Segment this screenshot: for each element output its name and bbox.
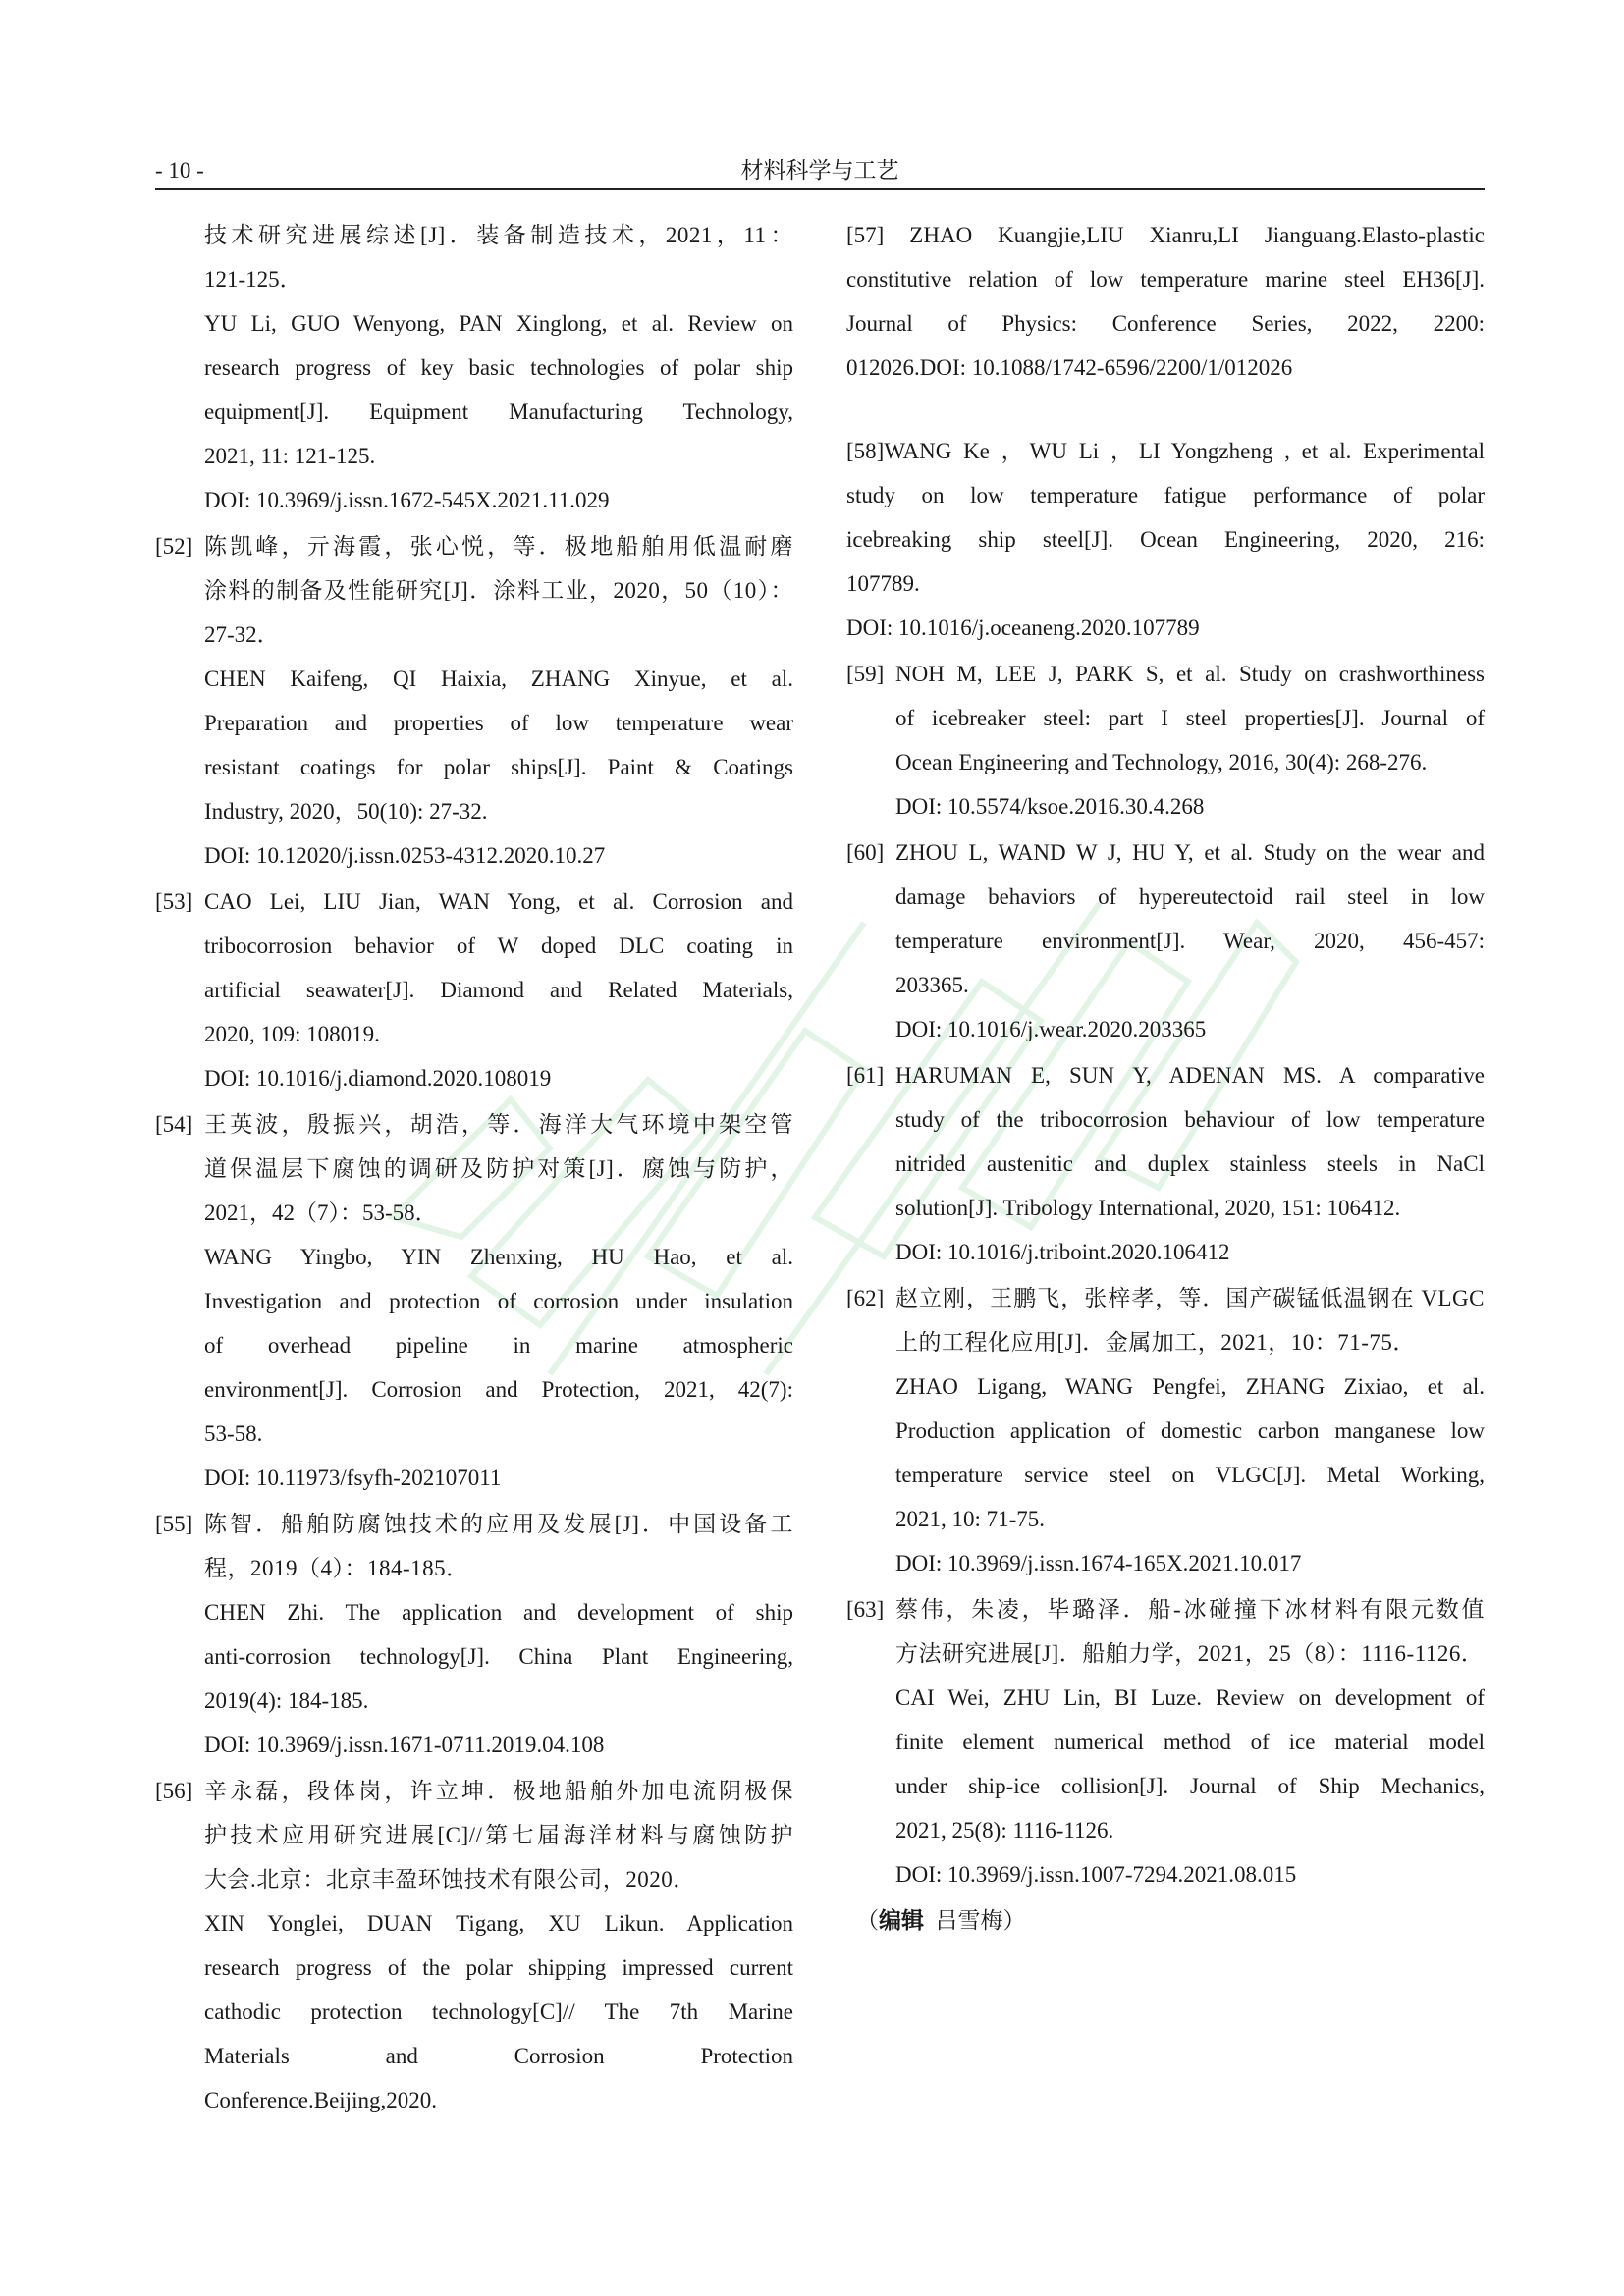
reference-line: tribocorrosion behavior of W doped DLC coating in: [204, 934, 793, 958]
reference-line: research progress of key basic technologies of polar ship: [204, 355, 793, 380]
reference-entry: [846, 1053, 1485, 1274]
reference-line: NOH M, LEE J, PARK S, et al. Study on crashworthiness: [895, 662, 1485, 686]
reference-line: YU Li, GUO Wenyong, PAN Xinglong, et al. Review on: [204, 311, 793, 336]
reference-line: 技术研究进展综述[J]．装备制造技术，2021，11：: [204, 223, 793, 247]
reference-line: CAO Lei, LIU Jian, WAN Yong, et al. Corrosion and: [204, 889, 793, 914]
reference-line: 2021, 11: 121-125.: [204, 444, 376, 468]
reference-line: CHEN Zhi. The application and development of ship: [204, 1600, 793, 1625]
reference-line: 27-32．: [204, 622, 280, 647]
reference-line: equipment[J]. Equipment Manufacturing Technology,: [204, 400, 793, 424]
reference-number: [62]: [846, 1286, 885, 1310]
reference-line: [57] ZHAO Kuangjie,LIU Xianru,LI Jianguang.Elasto-plastic: [846, 223, 1485, 247]
reference-line: DOI: 10.11973/fsyfh-202107011: [204, 1466, 502, 1490]
reference-number: [55]: [155, 1512, 193, 1536]
reference-entry: [846, 429, 1485, 650]
reference-line: 107789.: [846, 571, 920, 596]
reference-line: 护技术应用研究进展[C]//第七届海洋材料与腐蚀防护: [204, 1823, 793, 1847]
reference-line: DOI: 10.5574/ksoe.2016.30.4.268: [895, 794, 1205, 819]
reference-line: DOI: 10.12020/j.issn.0253-4312.2020.10.27: [204, 843, 606, 868]
reference-line: 2021, 25(8): 1116-1126.: [895, 1818, 1114, 1842]
reference-number: [60]: [846, 840, 885, 865]
reference-entry: [846, 652, 1485, 828]
reference-line: damage behaviors of hypereutectoid rail steel in low: [895, 884, 1485, 909]
reference-line: research progress of the polar shipping impressed current: [204, 1955, 793, 1980]
reference-entry: [155, 880, 793, 1100]
reference-entry: [846, 1276, 1485, 1585]
reference-line: ZHAO Ligang, WANG Pengfei, ZHANG Zixiao, et al.: [895, 1374, 1485, 1399]
reference-entry: [155, 1769, 793, 2122]
reference-line: Materials and Corrosion Protection: [204, 2044, 793, 2068]
paren-open: （: [856, 1908, 879, 1933]
reference-line: DOI: 10.1016/j.triboint.2020.106412: [895, 1240, 1230, 1264]
reference-line: Investigation and protection of corrosion under insulation: [204, 1289, 793, 1313]
reference-entry: [846, 830, 1485, 1051]
reference-line: DOI: 10.3969/j.issn.1672-545X.2021.11.029: [204, 488, 610, 512]
reference-line: 辛永磊，段体岗，许立坤．极地船舶外加电流阴极保: [204, 1779, 793, 1803]
reference-line: artificial seawater[J]. Diamond and Related Materials,: [204, 978, 793, 1002]
reference-line: Preparation and properties of low temperature wear: [204, 711, 793, 735]
reference-line: 2021, 10: 71-75.: [895, 1507, 1046, 1531]
reference-line: DOI: 10.1016/j.oceaneng.2020.107789: [846, 615, 1200, 640]
reference-line: [58]WANG Ke ，WU Li ，LI Yongzheng , et al. Experimental: [846, 439, 1485, 463]
reference-line: Journal of Physics: Conference Series, 2022, 2200:: [846, 311, 1485, 336]
reference-number: [52]: [155, 534, 193, 559]
reference-entry: [155, 213, 793, 522]
reference-line: of overhead pipeline in marine atmospheric: [204, 1333, 793, 1358]
journal-title: 材料科学与工艺: [740, 158, 899, 183]
reference-line: WANG Yingbo, YIN Zhenxing, HU Hao, et al.: [204, 1245, 793, 1269]
reference-entry: [155, 1502, 793, 1767]
reference-line: cathodic protection technology[C]// The 7th Marine: [204, 2000, 793, 2024]
editor-name: 吕雪梅: [935, 1908, 1003, 1933]
reference-line: Production application of domestic carbon manganese low: [895, 1418, 1485, 1443]
reference-number: [63]: [846, 1597, 885, 1622]
reference-line: Conference.Beijing,2020.: [204, 2088, 437, 2112]
reference-line: 2020, 109: 108019.: [204, 1022, 380, 1046]
reference-line: 涂料的制备及性能研究[J]．涂料工业，2020，50（10）：: [204, 578, 793, 603]
reference-line: HARUMAN E, SUN Y, ADENAN MS. A comparative: [895, 1063, 1485, 1088]
reference-line: 陈智．船舶防腐蚀技术的应用及发展[J]．中国设备工: [204, 1512, 793, 1536]
reference-line: resistant coatings for polar ships[J]. Paint & Coatings: [204, 755, 793, 779]
reference-line: study of the tribocorrosion behaviour of low temperature: [895, 1107, 1485, 1132]
reference-entry: [846, 213, 1485, 390]
reference-line: 2019(4): 184-185.: [204, 1688, 369, 1713]
reference-number: [53]: [155, 889, 193, 914]
reference-number: [54]: [155, 1112, 193, 1137]
reference-line: XIN Yonglei, DUAN Tigang, XU Likun. Application: [204, 1911, 793, 1936]
reference-line: nitrided austenitic and duplex stainless steels in NaCl: [895, 1151, 1485, 1176]
reference-entry: [155, 524, 793, 878]
reference-line: Industry, 2020，50(10): 27-32.: [204, 799, 488, 824]
reference-line: of icebreaker steel: part I steel properties[J]. Journal of: [895, 706, 1485, 730]
reference-entry: [155, 1102, 793, 1500]
reference-number: [59]: [846, 662, 885, 686]
reference-line: DOI: 10.3969/j.issn.1674-165X.2021.10.017: [895, 1551, 1302, 1575]
left-column: [155, 213, 793, 2124]
editor-label: 编辑: [879, 1908, 924, 1933]
reference-line: study on low temperature fatigue performance of polar: [846, 483, 1485, 507]
paren-close: ）: [1002, 1908, 1026, 1933]
reference-line: 203365.: [895, 973, 969, 997]
reference-line: 陈凯峰，亓海霞，张心悦，等．极地船舶用低温耐磨: [204, 534, 793, 559]
reference-line: 大会.北京：北京丰盈环蚀技术有限公司，2020．: [204, 1867, 696, 1892]
right-column: [846, 213, 1485, 1943]
reference-line: DOI: 10.1016/j.diamond.2020.108019: [204, 1066, 552, 1091]
reference-line: DOI: 10.3969/j.issn.1671-0711.2019.04.108: [204, 1733, 605, 1757]
reference-line: temperature service steel on VLGC[J]. Metal Working,: [895, 1463, 1485, 1487]
reference-line: 赵立刚，王鹏飞，张梓孝，等．国产碳锰低温钢在 VLGC: [895, 1286, 1485, 1310]
reference-line: constitutive relation of low temperature marine steel EH36[J].: [846, 267, 1485, 292]
reference-line: under ship-ice collision[J]. Journal of Ship Mechanics,: [895, 1774, 1485, 1798]
editor-spacer: [924, 1908, 936, 1933]
reference-number: [61]: [846, 1063, 885, 1088]
reference-line: CHEN Kaifeng, QI Haixia, ZHANG Xinyue, et al.: [204, 667, 793, 691]
reference-line: finite element numerical method of ice material model: [895, 1730, 1485, 1754]
reference-line: 012026.DOI: 10.1088/1742-6596/2200/1/012026: [846, 355, 1293, 380]
reference-line: temperature environment[J]. Wear, 2020, 456-457:: [895, 929, 1485, 953]
reference-line: 方法研究进展[J]．船舶力学，2021，25（8）：1116-1126．: [895, 1641, 1485, 1666]
reference-line: 53-58.: [204, 1421, 263, 1446]
editor-credit: [846, 1898, 1485, 1943]
reference-entry: [846, 1587, 1485, 1896]
reference-line: anti-corrosion technology[J]. China Plant Engineering,: [204, 1644, 793, 1669]
reference-line: DOI: 10.3969/j.issn.1007-7294.2021.08.015: [895, 1862, 1297, 1887]
reference-line: CAI Wei, ZHU Lin, BI Luze. Review on development of: [895, 1685, 1485, 1710]
reference-line: 蔡伟，朱凌，毕璐泽．船-冰碰撞下冰材料有限元数值: [895, 1597, 1485, 1622]
reference-line: 道保温层下腐蚀的调研及防护对策[J]．腐蚀与防护，: [204, 1156, 793, 1181]
reference-line: environment[J]. Corrosion and Protection, 2021, 42(7):: [204, 1377, 793, 1402]
reference-line: 王英波，殷振兴，胡浩，等．海洋大气环境中架空管: [204, 1112, 793, 1137]
reference-number: [56]: [155, 1779, 193, 1803]
reference-line: DOI: 10.1016/j.wear.2020.203365: [895, 1017, 1207, 1041]
reference-line: Ocean Engineering and Technology, 2016, 30(4): 268-276.: [895, 750, 1428, 774]
reference-line: 程，2019（4）：184-185．: [204, 1556, 469, 1580]
page-number: - 10 -: [155, 158, 204, 183]
reference-line: icebreaking ship steel[J]. Ocean Engineering, 2020, 216:: [846, 527, 1485, 552]
reference-line: 121-125．: [204, 267, 302, 292]
reference-line: 2021，42（7）：53-58．: [204, 1201, 438, 1225]
reference-line: solution[J]. Tribology International, 2020, 151: 106412.: [895, 1196, 1401, 1220]
reference-line: ZHOU L, WAND W J, HU Y, et al. Study on the wear and: [895, 840, 1485, 865]
reference-line: 上的工程化应用[J]．金属加工，2021，10：71-75．: [895, 1330, 1416, 1355]
page-header: [155, 155, 1485, 190]
